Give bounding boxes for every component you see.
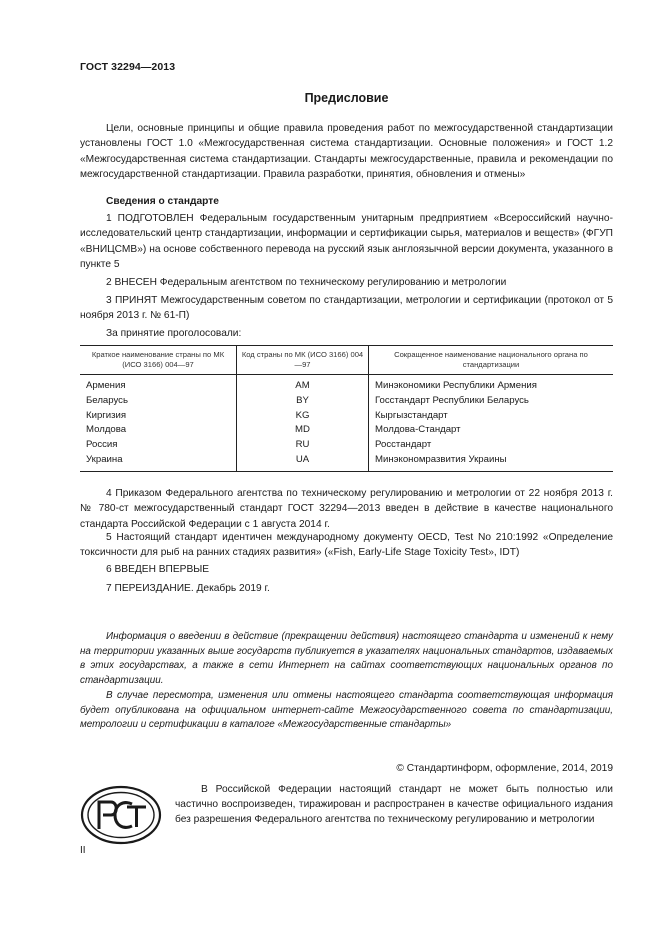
code-cell: KG (237, 409, 369, 424)
country-cell: Украина (80, 453, 237, 471)
country-cell: Молдова (86, 424, 127, 436)
col-country-header: Краткое наименование страны по МК (ИСО 3166) 004—97 (80, 346, 237, 375)
table-row (80, 375, 613, 394)
item-4 (80, 486, 613, 532)
info-paragraph-1 (80, 630, 613, 688)
item-5-text: 5 Настоящий стандарт идентичен международному документу OECD, Test No 210:1992 «Определение токсичности для рыб на ранних стадиях развития» («Fish, Early-Life Stage Toxicity Test», IDT) (80, 532, 613, 559)
intro-paragraph (80, 121, 613, 183)
code-cell: MD (237, 423, 369, 438)
item-6 (80, 562, 613, 577)
item-2 (80, 275, 613, 290)
body-cell: Минэкономразвития Украины (369, 453, 614, 471)
rst-logo-icon (80, 785, 162, 845)
table-row (80, 423, 613, 438)
item-7-text: 7 ПЕРЕИЗДАНИЕ. Декабрь 2019 г. (106, 583, 270, 594)
copyright-line: © Стандартинформ, оформление, 2014, 2019 (396, 763, 613, 774)
item-6-text: 6 ВВЕДЕН ВПЕРВЫЕ (106, 564, 210, 575)
country-cell: Россия (86, 439, 118, 451)
reproduction-notice (175, 782, 613, 828)
code-cell: BY (237, 394, 369, 409)
body-cell: Минэкономики Республики Армения (369, 375, 614, 394)
body-cell: Кыргызстандарт (369, 409, 614, 424)
body-cell: Молдова-Стандарт (369, 423, 614, 438)
item-3-text: 3 ПРИНЯТ Межгосударственным советом по стандартизации, метрологии и сертификации (протокол от 5 ноября 2013 г. № 61-П) (80, 295, 613, 322)
item-1 (80, 211, 613, 273)
intro-text: Цели, основные принципы и общие правила проведения работ по межгосударственной стандартизации установлены ГОСТ 1.0 «Межгосударственная система стандартизации. Основные положения» и ГОСТ 1.2 «Межгосударственная система стандартизации. Стандарты межгосударственные, правила и рекомендации по межгосударственной стандартизации. Правила разработки, принятия, обновления и отмены» (80, 123, 613, 181)
standard-code: ГОСТ 32294—2013 (80, 61, 176, 73)
info-paragraph-2 (80, 689, 613, 733)
col-body-header: Сокращенное наименование национального органа по стандартизации (369, 346, 614, 375)
page-number: II (80, 845, 86, 856)
item-1-text: 1 ПОДГОТОВЛЕН Федеральным государственным унитарным предприятием «Всероссийский научно-исследовательский центр стандартизации, информации и сертификации сырья, материалов и веществ» (ФГУП «ВНИЦСМВ») на основе собственного перевода на русский язык англоязычной версии документа, указанного в пункте 5 (80, 213, 613, 271)
voted-label (80, 326, 613, 341)
voted-text: За принятие проголосовали: (106, 328, 242, 339)
voting-table (80, 345, 613, 472)
notice-text: В Российской Федерации настоящий стандарт не может быть полностью или частично воспроизведен, тиражирован и распространен в качестве официального издания без разрешения Федерального агентства по техническому регулированию и метрологии (175, 784, 613, 826)
table-row (80, 453, 613, 471)
item-3 (80, 293, 613, 324)
item-5 (80, 530, 613, 561)
table-row (80, 438, 613, 453)
table-row (80, 394, 613, 409)
info-text-1: Информация о введении в действие (прекращении действия) настоящего стандарта и изменений к нему на территории указанных выше государств публикуется в указателях национальных стандартов, издаваемых в этих государствах, а также в сети Интернет на сайтах соответствующих национальных органов по стандартизации. (80, 631, 613, 686)
country-cell: Беларусь (86, 394, 128, 406)
code-cell: RU (237, 438, 369, 453)
item-4-text: 4 Приказом Федерального агентства по техническому регулированию и метрологии от 22 ноября 2013 г. № 780-ст межгосударственный стандарт ГОСТ 32294—2013 введен в действие в качестве национального стандарта Российской Федерации с 1 августа 2014 г. (80, 488, 613, 530)
code-cell: AM (237, 375, 369, 394)
table-row (80, 409, 613, 424)
table-header-row (80, 346, 613, 375)
body-cell: Росстандарт (369, 438, 614, 453)
item-2-text: 2 ВНЕСЕН Федеральным агентством по техническому регулированию и метрологии (106, 277, 507, 288)
country-cell: Армения (86, 380, 126, 391)
about-heading: Сведения о стандарте (106, 196, 219, 207)
info-text-2: В случае пересмотра, изменения или отмены настоящего стандарта соответствующая информация будет опубликована на официальном интернет-сайте Межгосударственного совета по стандартизации, метрологии и сертификации в каталоге «Межгосударственные стандарты» (80, 690, 613, 731)
page-title: Предисловие (304, 91, 389, 105)
item-7 (80, 581, 613, 596)
rst-logo (80, 785, 162, 845)
body-cell: Госстандарт Республики Беларусь (369, 394, 614, 409)
country-cell: Киргизия (86, 409, 127, 421)
col-code-header: Код страны по МК (ИСО 3166) 004—97 (237, 346, 369, 375)
code-cell: UA (237, 453, 369, 471)
